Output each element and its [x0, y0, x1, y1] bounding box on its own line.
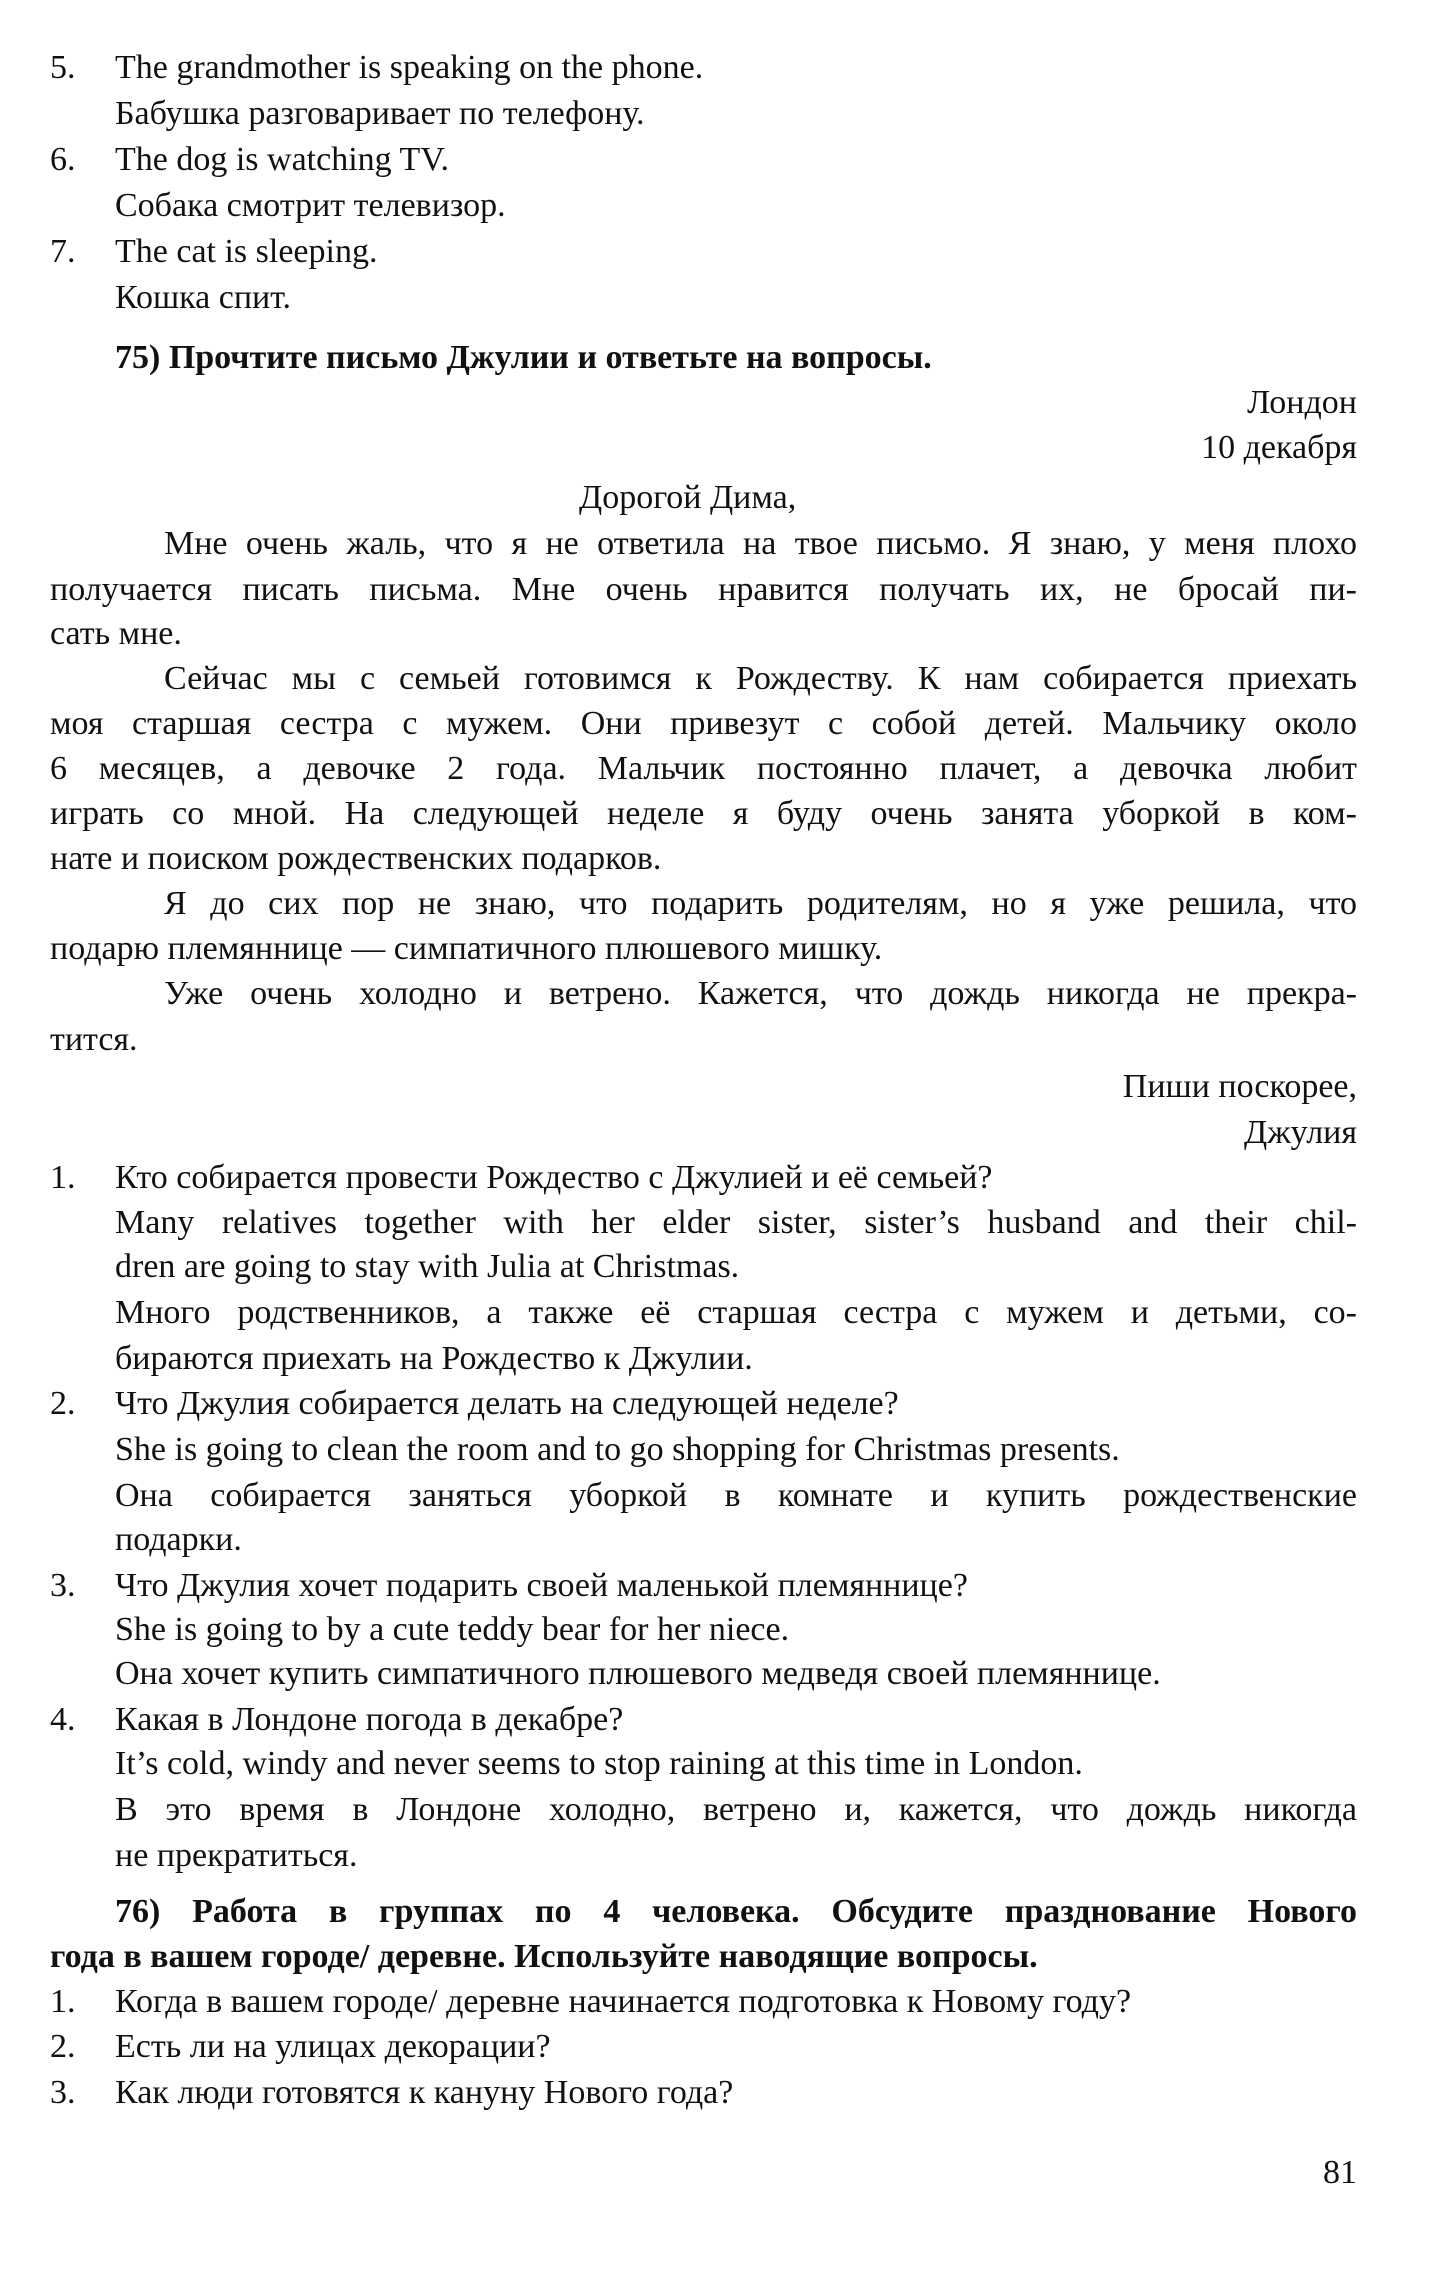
answer-en: dren are going to stay with Julia at Christmas. [115, 1248, 740, 1285]
letter-line: моя старшая сестра с мужем. Они привезут с собой детей. Мальчику около [50, 705, 1357, 742]
answer-ru: Она хочет купить симпатичного плюшевого медведя своей племяннице. [115, 1655, 1161, 1692]
question-text: Что Джулия собирается делать на следующей неделе? [115, 1385, 899, 1422]
question-text: Когда в вашем городе/ деревне начинается подготовка к Новому году? [115, 1983, 1132, 2020]
answer-ru: В это время в Лондоне холодно, ветрено и, кажется, что дождь никогда [115, 1791, 1357, 1828]
letter-line: подарю племяннице — симпатичного плюшевого мишку. [50, 930, 883, 967]
letter-line: 6 месяцев, а девочке 2 года. Мальчик постоянно плачет, а девочка любит [50, 750, 1357, 787]
answer-ru: не прекратиться. [115, 1837, 358, 1874]
question-text: Есть ли на улицах декорации? [115, 2028, 551, 2065]
question-number: 2. [50, 1385, 76, 1422]
answer-en: Many relatives together with her elder sister, sister’s husband and their chil- [115, 1204, 1357, 1241]
letter-greeting: Дорогой Дима, [579, 479, 797, 516]
list-item-ru: Кошка спит. [115, 279, 292, 316]
letter-signature: Джулия [1244, 1114, 1357, 1151]
letter-line: Я до сих пор не знаю, что подарить родителям, но я уже решила, что [164, 885, 1357, 922]
letter-date: 10 декабря [1201, 429, 1357, 466]
letter-line: Уже очень холодно и ветрено. Кажется, что дождь никогда не прекра- [164, 975, 1357, 1012]
letter-line: получается писать письма. Мне очень нравится получать их, не бросай пи- [50, 571, 1357, 608]
answer-ru: бираются приехать на Рождество к Джулии. [115, 1340, 753, 1377]
question-number: 2. [50, 2028, 76, 2065]
list-item-en: The grandmother is speaking on the phone. [115, 49, 704, 86]
task-76-heading: 76) Работа в группах по 4 человека. Обсудите празднование Нового [115, 1893, 1357, 1930]
answer-ru: подарки. [115, 1521, 242, 1558]
question-text: Кто собирается провести Рождество с Джулией и её семьей? [115, 1159, 993, 1196]
question-number: 1. [50, 1159, 76, 1196]
question-text: Какая в Лондоне погода в декабре? [115, 1701, 624, 1738]
answer-ru: Много родственников, а также её старшая сестра с мужем и детьми, со- [115, 1294, 1357, 1331]
task-76-heading: года в вашем городе/ деревне. Используйте наводящие вопросы. [50, 1938, 1038, 1975]
letter-closing: Пиши поскорее, [1122, 1068, 1357, 1105]
answer-en: It’s cold, windy and never seems to stop raining at this time in London. [115, 1745, 1083, 1782]
list-number: 6. [50, 141, 76, 178]
list-number: 7. [50, 233, 76, 270]
page-number: 81 [1323, 2154, 1357, 2191]
answer-en: She is going to clean the room and to go shopping for Christmas presents. [115, 1431, 1120, 1468]
list-number: 5. [50, 49, 76, 86]
list-item-ru: Бабушка разговаривает по телефону. [115, 95, 645, 132]
letter-line: нате и поиском рождественских подарков. [50, 840, 662, 877]
letter-line: тится. [50, 1021, 138, 1058]
question-number: 1. [50, 1983, 76, 2020]
list-item-en: The dog is watching TV. [115, 141, 449, 178]
list-item-en: The cat is sleeping. [115, 233, 378, 270]
letter-line: играть со мной. На следующей неделе я буду очень занята уборкой в ком- [50, 795, 1357, 832]
question-number: 3. [50, 2074, 76, 2111]
letter-line: сать мне. [50, 615, 182, 652]
answer-en: She is going to by a cute teddy bear for her niece. [115, 1611, 790, 1648]
question-text: Как люди готовятся к кануну Нового года? [115, 2074, 734, 2111]
task-75-heading: 75) Прочтите письмо Джулии и ответьте на вопросы. [115, 339, 932, 376]
list-item-ru: Собака смотрит телевизор. [115, 187, 506, 224]
question-number: 3. [50, 1567, 76, 1604]
question-number: 4. [50, 1701, 76, 1738]
question-text: Что Джулия хочет подарить своей маленькой племяннице? [115, 1567, 968, 1604]
letter-line: Сейчас мы с семьей готовимся к Рождеству. К нам собирается приехать [164, 660, 1357, 697]
letter-line: Мне очень жаль, что я не ответила на твое письмо. Я знаю, у меня плохо [164, 525, 1357, 562]
answer-ru: Она собирается заняться уборкой в комнате и купить рождественские [115, 1477, 1357, 1514]
letter-place: Лондон [1247, 384, 1357, 421]
